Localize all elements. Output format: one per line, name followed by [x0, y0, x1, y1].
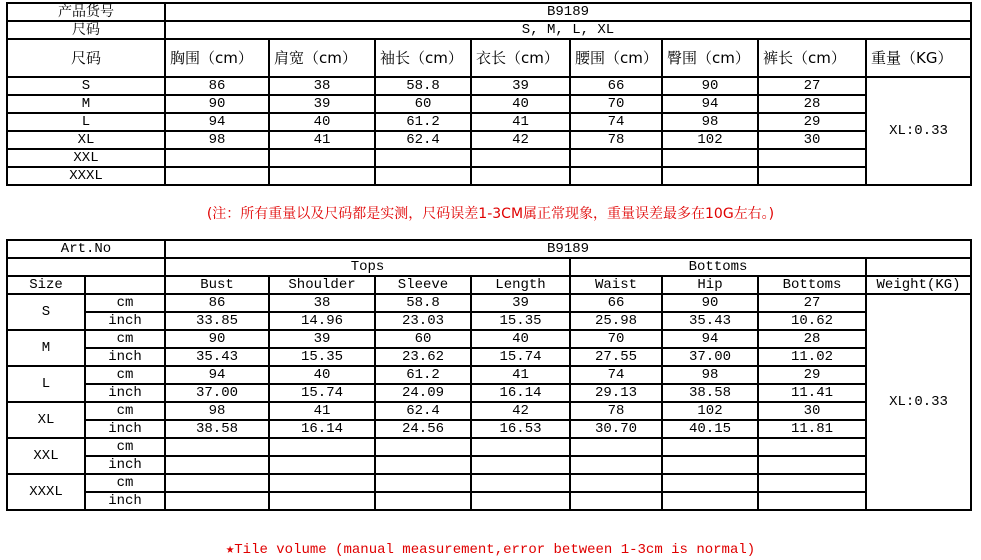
- measurement-cell: 38.58: [662, 384, 758, 402]
- bottoms-group-label: Bottoms: [570, 258, 866, 276]
- measurement-cell: 23.03: [375, 312, 471, 330]
- measurement-cell: 61.2: [375, 366, 471, 384]
- cn-size-row: [7, 95, 971, 113]
- measurement-cell: [165, 492, 269, 510]
- cn-header-waist: 腰围（cm）: [570, 39, 662, 77]
- en-size-row: [7, 330, 971, 348]
- measurement-cell: 38.58: [165, 420, 269, 438]
- measurement-cell: [269, 456, 375, 474]
- measurement-cell: 25.98: [570, 312, 662, 330]
- cn-header-size: 尺码: [7, 39, 165, 77]
- unit-cell: cm: [85, 438, 165, 456]
- measurement-cell: 15.35: [471, 312, 570, 330]
- measurement-cell: 42: [471, 131, 570, 149]
- measurement-cell: 30.70: [570, 420, 662, 438]
- measurement-cell: 102: [662, 131, 758, 149]
- measurement-cell: 41: [269, 402, 375, 420]
- unit-cell: inch: [85, 384, 165, 402]
- measurement-cell: [375, 492, 471, 510]
- measurement-cell: 60: [375, 95, 471, 113]
- measurement-cell: 39: [269, 330, 375, 348]
- measurement-cell: [570, 492, 662, 510]
- measurement-cell: [758, 492, 866, 510]
- cn-header-bust: 胸围（cm）: [165, 39, 269, 77]
- measurement-cell: 78: [570, 131, 662, 149]
- measurement-cell: 15.74: [269, 384, 375, 402]
- measurement-cell: [662, 474, 758, 492]
- en-header-weight: Weight(KG): [866, 276, 971, 294]
- en-size-row: [7, 384, 971, 402]
- measurement-cell: 33.85: [165, 312, 269, 330]
- unit-cell: inch: [85, 492, 165, 510]
- cn-size-row: [7, 77, 971, 95]
- measurement-cell: 39: [269, 95, 375, 113]
- measurement-cell: 74: [570, 113, 662, 131]
- measurement-cell: 94: [165, 113, 269, 131]
- weight-cell: XL:0.33: [866, 77, 971, 185]
- measurement-cell: 30: [758, 131, 866, 149]
- measurement-cell: [375, 456, 471, 474]
- measurement-cell: [269, 167, 375, 185]
- measurement-cell: 70: [570, 330, 662, 348]
- measurement-cell: 90: [662, 77, 758, 95]
- measurement-cell: 41: [269, 131, 375, 149]
- en-size-table: [6, 239, 972, 511]
- measurement-cell: [165, 167, 269, 185]
- unit-cell: inch: [85, 420, 165, 438]
- measurement-cell: 14.96: [269, 312, 375, 330]
- en-size-row: [7, 294, 971, 312]
- measurement-cell: 37.00: [662, 348, 758, 366]
- measurement-cell: 27: [758, 77, 866, 95]
- measurement-cell: [471, 149, 570, 167]
- size-cell: M: [7, 95, 165, 113]
- blank-cell: [85, 276, 165, 294]
- measurement-cell: [758, 456, 866, 474]
- measurement-cell: [471, 492, 570, 510]
- unit-cell: cm: [85, 366, 165, 384]
- size-cell: L: [7, 366, 85, 402]
- measurement-cell: 27: [758, 294, 866, 312]
- en-size-row: [7, 402, 971, 420]
- measurement-cell: 40: [471, 330, 570, 348]
- en-size-row: [7, 492, 971, 510]
- measurement-cell: [570, 149, 662, 167]
- unit-cell: cm: [85, 402, 165, 420]
- measurement-cell: [269, 492, 375, 510]
- cn-header-hip: 臀围（cm）: [662, 39, 758, 77]
- en-size-row: [7, 312, 971, 330]
- en-size-row: [7, 438, 971, 456]
- measurement-cell: 78: [570, 402, 662, 420]
- cn-size-table: [6, 2, 972, 186]
- en-note-text: Tile volume (manual measurement,error between 1-3cm is normal): [234, 542, 756, 558]
- en-size-row: [7, 474, 971, 492]
- measurement-cell: 37.00: [165, 384, 269, 402]
- measurement-cell: 74: [570, 366, 662, 384]
- cn-header-shoulder: 肩宽（cm）: [269, 39, 375, 77]
- unit-cell: inch: [85, 348, 165, 366]
- measurement-cell: [269, 438, 375, 456]
- unit-cell: cm: [85, 474, 165, 492]
- measurement-cell: 41: [471, 366, 570, 384]
- measurement-cell: [471, 474, 570, 492]
- measurement-cell: 15.35: [269, 348, 375, 366]
- measurement-cell: 15.74: [471, 348, 570, 366]
- weight-cell: XL:0.33: [866, 294, 971, 510]
- measurement-cell: 66: [570, 77, 662, 95]
- measurement-cell: 94: [165, 366, 269, 384]
- measurement-cell: 40: [471, 95, 570, 113]
- cn-header-pants-length: 裤长（cm）: [758, 39, 866, 77]
- measurement-cell: [269, 149, 375, 167]
- size-cell: S: [7, 77, 165, 95]
- measurement-cell: 38: [269, 77, 375, 95]
- measurement-cell: 16.14: [269, 420, 375, 438]
- product-code-label: 产品货号: [7, 3, 165, 21]
- measurement-cell: [570, 474, 662, 492]
- measurement-cell: [662, 438, 758, 456]
- size-cell: L: [7, 113, 165, 131]
- measurement-cell: 11.02: [758, 348, 866, 366]
- unit-cell: cm: [85, 330, 165, 348]
- measurement-cell: 58.8: [375, 294, 471, 312]
- measurement-cell: [165, 474, 269, 492]
- measurement-cell: 39: [471, 294, 570, 312]
- en-header-shoulder: Shoulder: [269, 276, 375, 294]
- en-size-row: [7, 420, 971, 438]
- measurement-cell: 10.62: [758, 312, 866, 330]
- size-cell: XL: [7, 131, 165, 149]
- cn-size-row: [7, 149, 971, 167]
- measurement-cell: 39: [471, 77, 570, 95]
- size-cell: S: [7, 294, 85, 330]
- measurement-cell: 94: [662, 330, 758, 348]
- measurement-cell: 62.4: [375, 131, 471, 149]
- measurement-cell: [165, 438, 269, 456]
- measurement-cell: 70: [570, 95, 662, 113]
- measurement-cell: [662, 492, 758, 510]
- measurement-cell: 30: [758, 402, 866, 420]
- measurement-cell: 90: [165, 330, 269, 348]
- measurement-cell: 41: [471, 113, 570, 131]
- measurement-cell: [570, 438, 662, 456]
- measurement-cell: 42: [471, 402, 570, 420]
- measurement-cell: [375, 149, 471, 167]
- measurement-cell: 16.53: [471, 420, 570, 438]
- measurement-cell: 98: [662, 366, 758, 384]
- size-list-value: S, M, L, XL: [165, 21, 971, 39]
- measurement-cell: 90: [662, 294, 758, 312]
- measurement-cell: 27.55: [570, 348, 662, 366]
- measurement-cell: [758, 167, 866, 185]
- en-size-row: [7, 456, 971, 474]
- measurement-cell: [758, 438, 866, 456]
- measurement-cell: [471, 438, 570, 456]
- measurement-cell: 40: [269, 366, 375, 384]
- measurement-cell: 66: [570, 294, 662, 312]
- measurement-cell: [471, 456, 570, 474]
- measurement-cell: 29: [758, 366, 866, 384]
- unit-cell: inch: [85, 312, 165, 330]
- measurement-cell: 94: [662, 95, 758, 113]
- measurement-cell: 24.09: [375, 384, 471, 402]
- cn-header-weight: 重量（KG）: [866, 39, 971, 77]
- measurement-cell: 86: [165, 294, 269, 312]
- measurement-cell: 11.41: [758, 384, 866, 402]
- cn-header-sleeve: 袖长（cm）: [375, 39, 471, 77]
- size-list-label: 尺码: [7, 21, 165, 39]
- measurement-cell: 98: [165, 131, 269, 149]
- product-code-value: B9189: [165, 3, 971, 21]
- measurement-cell: [662, 167, 758, 185]
- measurement-cell: [269, 474, 375, 492]
- measurement-cell: [758, 474, 866, 492]
- en-header-hip: Hip: [662, 276, 758, 294]
- size-cell: XXL: [7, 438, 85, 474]
- unit-cell: cm: [85, 294, 165, 312]
- blank-cell: [85, 258, 165, 276]
- measurement-cell: 28: [758, 95, 866, 113]
- unit-cell: inch: [85, 456, 165, 474]
- en-header-sleeve: Sleeve: [375, 276, 471, 294]
- measurement-cell: [570, 167, 662, 185]
- measurement-cell: 38: [269, 294, 375, 312]
- tops-group-label: Tops: [165, 258, 570, 276]
- measurement-cell: 16.14: [471, 384, 570, 402]
- measurement-cell: 23.62: [375, 348, 471, 366]
- size-cell: XXL: [7, 149, 165, 167]
- blank-cell: [866, 258, 971, 276]
- measurement-cell: 11.81: [758, 420, 866, 438]
- blank-cell: [7, 258, 85, 276]
- measurement-cell: 60: [375, 330, 471, 348]
- en-header-bust: Bust: [165, 276, 269, 294]
- en-header-length: Length: [471, 276, 570, 294]
- star-icon: ★: [225, 542, 235, 558]
- measurement-cell: 58.8: [375, 77, 471, 95]
- measurement-cell: [165, 149, 269, 167]
- cn-size-row: [7, 167, 971, 185]
- measurement-cell: 28: [758, 330, 866, 348]
- cn-size-row: [7, 131, 971, 149]
- measurement-cell: 98: [165, 402, 269, 420]
- size-cell: XXXL: [7, 474, 85, 510]
- measurement-cell: [165, 456, 269, 474]
- measurement-cell: 24.56: [375, 420, 471, 438]
- measurement-cell: [570, 456, 662, 474]
- measurement-cell: 90: [165, 95, 269, 113]
- measurement-cell: 35.43: [165, 348, 269, 366]
- measurement-cell: 40: [269, 113, 375, 131]
- en-size-row: [7, 348, 971, 366]
- en-header-size: Size: [7, 276, 85, 294]
- cn-size-row: [7, 113, 971, 131]
- cn-measurement-note: (注：所有重量以及尺码都是实测，尺码误差1-3CM属正常现象，重量误差最多在10G左右。): [206, 206, 775, 222]
- en-measurement-note: [0, 541, 981, 558]
- measurement-cell: 40.15: [662, 420, 758, 438]
- measurement-cell: [471, 167, 570, 185]
- measurement-cell: [758, 149, 866, 167]
- measurement-cell: 61.2: [375, 113, 471, 131]
- en-header-waist: Waist: [570, 276, 662, 294]
- measurement-cell: 35.43: [662, 312, 758, 330]
- measurement-cell: 29.13: [570, 384, 662, 402]
- measurement-cell: [375, 438, 471, 456]
- cn-header-length: 衣长（cm）: [471, 39, 570, 77]
- measurement-cell: [375, 474, 471, 492]
- size-cell: M: [7, 330, 85, 366]
- en-size-row: [7, 366, 971, 384]
- measurement-cell: 86: [165, 77, 269, 95]
- size-cell: XXXL: [7, 167, 165, 185]
- size-cell: XL: [7, 402, 85, 438]
- measurement-cell: 29: [758, 113, 866, 131]
- measurement-cell: [662, 456, 758, 474]
- measurement-cell: 62.4: [375, 402, 471, 420]
- measurement-cell: 102: [662, 402, 758, 420]
- measurement-cell: [375, 167, 471, 185]
- measurement-cell: 98: [662, 113, 758, 131]
- measurement-cell: [662, 149, 758, 167]
- en-header-bottoms: Bottoms: [758, 276, 866, 294]
- art-no-label: Art.No: [7, 240, 165, 258]
- art-no-value: B9189: [165, 240, 971, 258]
